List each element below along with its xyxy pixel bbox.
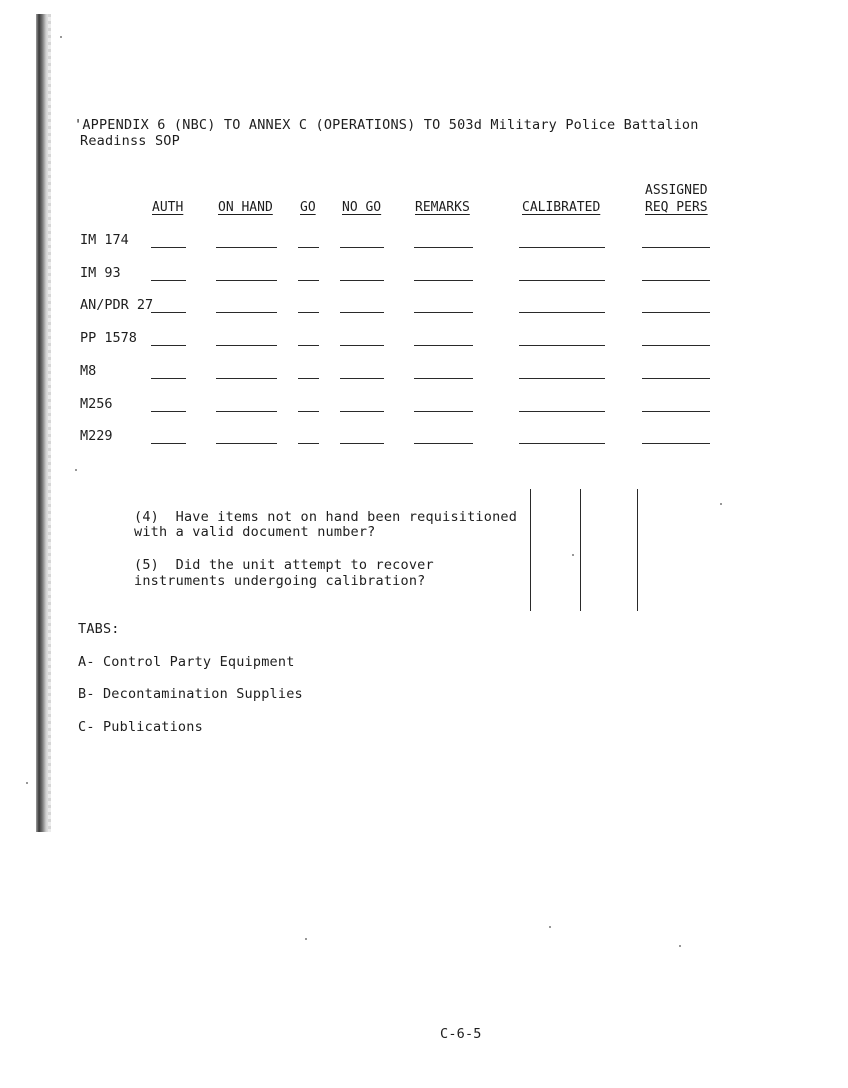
blank-calibrated <box>519 247 605 248</box>
blank-on-hand <box>216 312 277 313</box>
answer-column-divider <box>580 489 581 611</box>
column-header-on-hand: ON HAND <box>218 200 273 215</box>
answer-column-divider <box>637 489 638 611</box>
appendix-title-line-2: Readinss SOP <box>80 133 180 149</box>
scan-speck <box>305 938 307 940</box>
row-label: IM 93 <box>80 265 121 281</box>
row-label: M256 <box>80 396 113 412</box>
tabs-heading: TABS: <box>78 621 120 637</box>
scan-speck <box>26 782 28 784</box>
scan-speck <box>60 36 62 38</box>
column-header-auth: AUTH <box>152 200 184 215</box>
column-header-req-pers: REQ PERS <box>645 200 708 215</box>
blank-req-pers <box>642 247 710 248</box>
blank-go <box>298 443 319 444</box>
binding-edge-texture <box>48 14 51 832</box>
question-5-line-2: instruments undergoing calibration? <box>134 573 426 589</box>
blank-on-hand <box>216 411 277 412</box>
blank-go <box>298 312 319 313</box>
blank-on-hand <box>216 378 277 379</box>
blank-calibrated <box>519 378 605 379</box>
column-header-calibrated: CALIBRATED <box>522 200 601 215</box>
blank-auth <box>151 280 186 281</box>
question-4-line-1: (4) Have items not on hand been requisitioned <box>134 509 518 525</box>
blank-no-go <box>340 378 384 379</box>
tab-item-c: C- Publications <box>78 719 203 735</box>
blank-calibrated <box>519 443 605 444</box>
column-header-assigned: ASSIGNED <box>645 183 708 198</box>
scan-speck <box>679 945 681 947</box>
blank-req-pers <box>642 312 710 313</box>
blank-remarks <box>414 378 473 379</box>
blank-auth <box>151 247 186 248</box>
blank-remarks <box>414 443 473 444</box>
blank-remarks <box>414 411 473 412</box>
scan-speck <box>572 554 574 556</box>
column-header-remarks: REMARKS <box>415 200 470 215</box>
blank-no-go <box>340 280 384 281</box>
scan-speck <box>549 926 551 928</box>
blank-req-pers <box>642 280 710 281</box>
blank-no-go <box>340 443 384 444</box>
column-header-go: GO <box>300 200 316 215</box>
blank-remarks <box>414 280 473 281</box>
question-4-line-2: with a valid document number? <box>134 524 376 540</box>
blank-calibrated <box>519 345 605 346</box>
blank-remarks <box>414 247 473 248</box>
blank-req-pers <box>642 345 710 346</box>
blank-no-go <box>340 247 384 248</box>
blank-no-go <box>340 345 384 346</box>
scan-speck <box>75 469 77 471</box>
row-label: PP 1578 <box>80 330 137 346</box>
column-header-no-go: NO GO <box>342 200 382 215</box>
tab-item-b: B- Decontamination Supplies <box>78 686 303 702</box>
blank-calibrated <box>519 411 605 412</box>
blank-on-hand <box>216 280 277 281</box>
blank-auth <box>151 378 186 379</box>
blank-auth <box>151 312 186 313</box>
scan-speck <box>720 503 722 505</box>
tab-item-a: A- Control Party Equipment <box>78 654 295 670</box>
blank-calibrated <box>519 312 605 313</box>
blank-req-pers <box>642 378 710 379</box>
blank-on-hand <box>216 443 277 444</box>
blank-auth <box>151 443 186 444</box>
row-label: M229 <box>80 428 113 444</box>
blank-go <box>298 280 319 281</box>
row-label: IM 174 <box>80 232 129 248</box>
blank-calibrated <box>519 280 605 281</box>
blank-req-pers <box>642 411 710 412</box>
blank-remarks <box>414 312 473 313</box>
blank-auth <box>151 345 186 346</box>
answer-column-divider <box>530 489 531 611</box>
appendix-title-line-1: 'APPENDIX 6 (NBC) TO ANNEX C (OPERATIONS) TO 503d Military Police Battalion <box>74 117 699 133</box>
blank-go <box>298 247 319 248</box>
question-5-line-1: (5) Did the unit attempt to recover <box>134 557 434 573</box>
blank-no-go <box>340 312 384 313</box>
row-label: M8 <box>80 363 97 379</box>
blank-req-pers <box>642 443 710 444</box>
blank-go <box>298 345 319 346</box>
page-number: C-6-5 <box>440 1026 482 1042</box>
blank-remarks <box>414 345 473 346</box>
blank-go <box>298 411 319 412</box>
row-label: AN/PDR 27 <box>80 297 154 313</box>
blank-go <box>298 378 319 379</box>
blank-on-hand <box>216 247 277 248</box>
blank-auth <box>151 411 186 412</box>
blank-on-hand <box>216 345 277 346</box>
blank-no-go <box>340 411 384 412</box>
